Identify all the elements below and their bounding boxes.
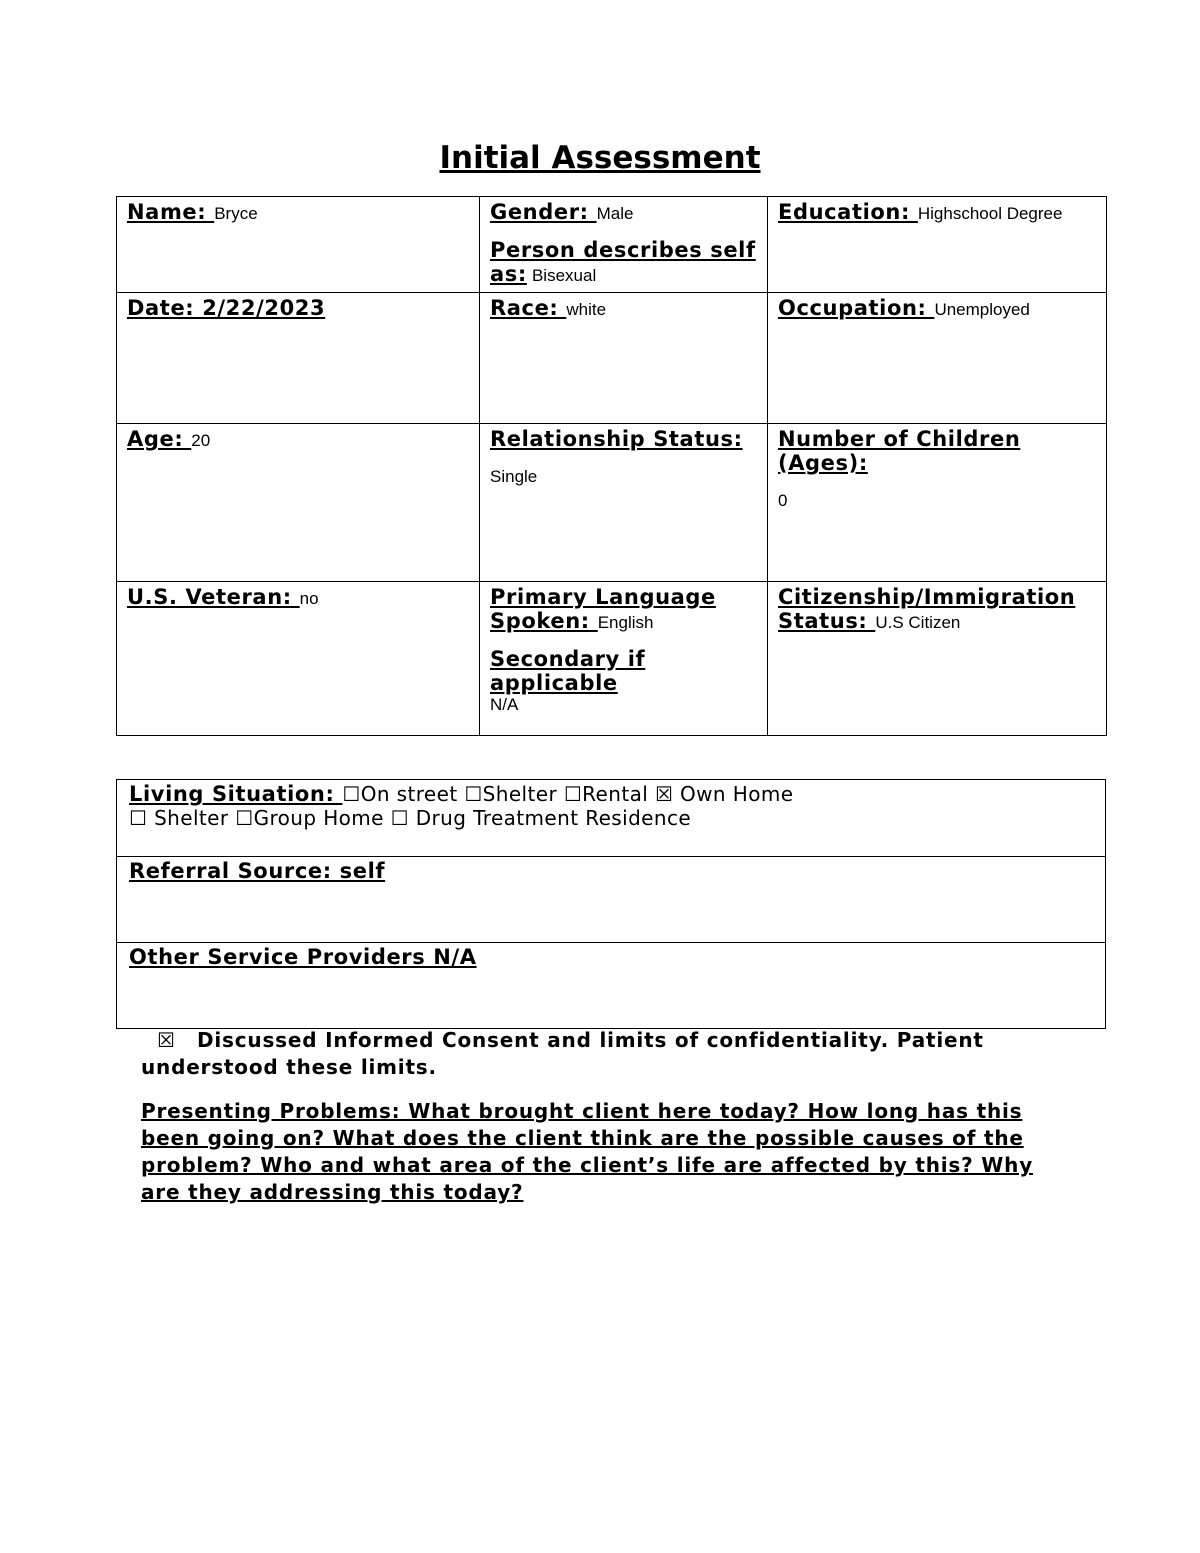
children-value: 0 bbox=[778, 491, 788, 510]
referral-source-cell bbox=[117, 857, 1106, 943]
presenting-problems: Presenting Problems: What brought client here today? How long has this been going on? What does the client think are the possible causes of the problem? Who and what area of the client’s life are affected by this? Why are they addressing this today? bbox=[141, 1099, 1034, 1204]
age-label: Age: bbox=[127, 427, 192, 451]
relationship-value: Single bbox=[490, 467, 538, 486]
gender-cell bbox=[480, 197, 768, 293]
living-options-line1: ☐On street ☐Shelter ☐Rental ☒ Own Home bbox=[342, 782, 794, 806]
children-label: Number of Children (Ages): bbox=[778, 427, 1021, 475]
page-title: Initial Assessment bbox=[439, 140, 761, 176]
race-label: Race: bbox=[490, 296, 567, 320]
consent-checkbox[interactable]: ☒ bbox=[157, 1028, 176, 1052]
language-label: Primary Language Spoken: bbox=[490, 585, 716, 633]
language-cell bbox=[480, 582, 768, 736]
occupation-value: Unemployed bbox=[934, 300, 1030, 319]
citizenship-value: U.S Citizen bbox=[875, 613, 961, 632]
secondary-language-label: Secondary if applicable bbox=[490, 647, 646, 695]
self-description-value: Bisexual bbox=[531, 266, 597, 285]
date-cell bbox=[117, 293, 480, 424]
language-value: English bbox=[597, 613, 654, 632]
situation-table bbox=[116, 779, 1106, 1029]
children-cell bbox=[768, 424, 1107, 582]
name-label: Name: bbox=[127, 200, 215, 224]
demographics-table bbox=[116, 196, 1107, 736]
race-value: white bbox=[566, 300, 607, 319]
citizenship-cell bbox=[768, 582, 1107, 736]
living-situation-label: Living Situation: bbox=[129, 782, 343, 806]
relationship-label: Relationship Status: bbox=[490, 427, 743, 451]
name-value: Bryce bbox=[214, 204, 258, 223]
age-value: 20 bbox=[191, 431, 211, 450]
gender-value: Male bbox=[596, 204, 634, 223]
age-cell bbox=[117, 424, 480, 582]
race-cell bbox=[480, 293, 768, 424]
education-cell bbox=[768, 197, 1107, 293]
other-providers-label: Other Service Providers N/A bbox=[129, 945, 477, 969]
relationship-cell bbox=[480, 424, 768, 582]
occupation-label: Occupation: bbox=[778, 296, 935, 320]
living-options-line2: ☐ Shelter ☐Group Home ☐ Drug Treatment Residence bbox=[129, 806, 692, 830]
self-description-label: Person describes self as: bbox=[490, 238, 756, 286]
name-cell bbox=[117, 197, 480, 293]
consent-text: Discussed Informed Consent and limits of confidentiality. Patient understood these limits. bbox=[141, 1028, 984, 1079]
citizenship-label: Citizenship/Immigration Status: bbox=[778, 585, 1076, 633]
informed-consent bbox=[141, 1027, 1041, 1081]
date-label: Date: 2/22/2023 bbox=[127, 296, 326, 320]
other-providers-cell bbox=[117, 943, 1106, 1029]
education-label: Education: bbox=[778, 200, 918, 224]
living-situation-cell bbox=[117, 780, 1106, 857]
referral-source-label: Referral Source: self bbox=[129, 859, 386, 883]
veteran-value: no bbox=[299, 589, 319, 608]
veteran-cell bbox=[117, 582, 480, 736]
veteran-label: U.S. Veteran: bbox=[127, 585, 300, 609]
gender-label: Gender: bbox=[490, 200, 597, 224]
occupation-cell bbox=[768, 293, 1107, 424]
education-value: Highschool Degree bbox=[917, 204, 1063, 223]
secondary-language-value: N/A bbox=[490, 695, 519, 714]
